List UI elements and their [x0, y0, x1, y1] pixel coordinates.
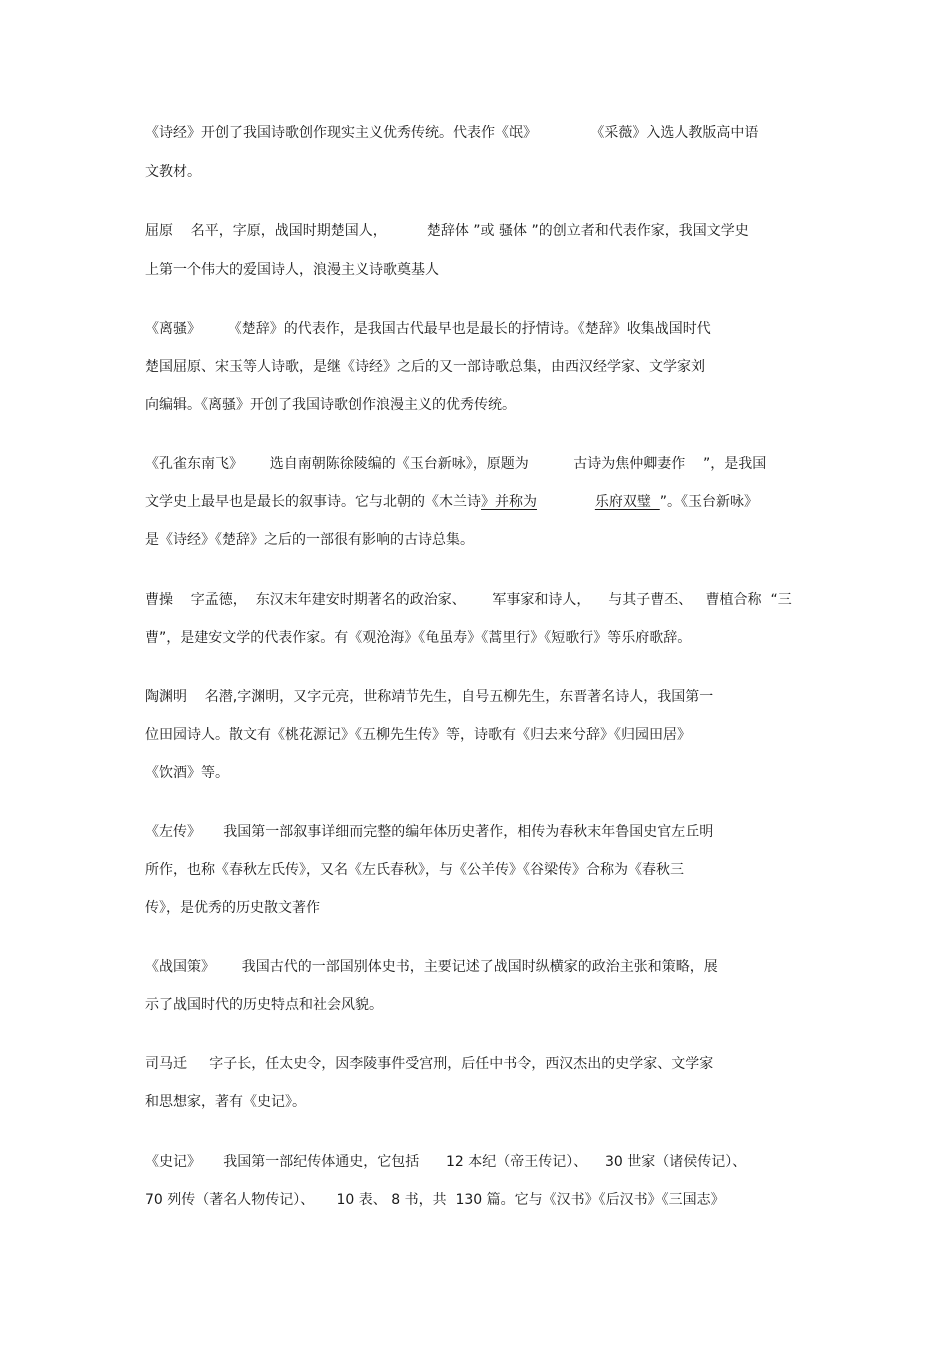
underlined-text: 乐府双璧 [594, 494, 660, 510]
text-line: 楚国屈原、宋玉等人诗歌，是继《诗经》之后的又一部诗歌总集，由西汉经学家、文学家刘 [145, 359, 705, 375]
text-line: 所作，也称《春秋左氏传》，又名《左氏春秋》，与《公羊传》《谷梁传》合称为《春秋三 [145, 862, 684, 878]
text-line: 上第一个伟大的爱国诗人，浪漫主义诗歌奠基人 [145, 262, 439, 278]
text-line: 《史记》 我国第一部纪传体通史，它包括 12 本纪（帝王传记）、 30 世家（诸侯传记）、 [145, 1154, 747, 1170]
text-line: 和思想家，著有《史记》。 [145, 1094, 306, 1110]
text-line: 70 列传（著名人物传记）、 10 表、 8 书，共 130 篇。它与《汉书》《后汉书》《三国志》 [145, 1192, 725, 1208]
text-line: 文教材。 [145, 164, 201, 180]
text-line: 位田园诗人。散文有《桃花源记》《五柳先生传》等，诗歌有《归去来兮辞》《归园田居》 [145, 727, 691, 743]
text-line: 《诗经》开创了我国诗歌创作现实主义优秀传统。代表作《氓》 《采薇》入选人教版高中语 [145, 125, 759, 141]
text-line: 《离骚》 《楚辞》的代表作，是我国古代最早也是最长的抒情诗。《楚辞》收集战国时代 [145, 321, 711, 337]
text-line: 司马迁 字子长，任太史令，因李陵事件受宫刑，后任中书令，西汉杰出的史学家、文学家 [145, 1056, 714, 1072]
text-line: 《战国策》 我国古代的一部国别体史书，主要记述了战国时纵横家的政治主张和策略，展 [145, 959, 718, 975]
text-line: 《饮酒》等。 [145, 765, 229, 781]
text-line: 示了战国时代的历史特点和社会风貌。 [145, 997, 383, 1013]
text-line: 《左传》 我国第一部叙事详细而完整的编年体历史著作，相传为春秋末年鲁国史官左丘明 [145, 824, 714, 840]
text-line: 是《诗经》《楚辞》之后的一部很有影响的古诗总集。 [145, 532, 474, 548]
text-segment [537, 494, 595, 510]
text-line [145, 493, 758, 511]
text-line: 屈原 名平，字原，战国时期楚国人， 楚辞体 ”或 骚体 ”的创立者和代表作家，我国文学史 [145, 223, 749, 239]
text-segment: 文学史上最早也是最长的叙事诗。它与北朝的《木兰诗 [145, 494, 481, 510]
text-line: 传》，是优秀的历史散文著作 [145, 900, 320, 916]
text-line: 曹操 字孟德， 东汉末年建安时期著名的政治家、 军事家和诗人， 与其子曹丕、 曹植合称 “三 [145, 592, 792, 608]
text-line: 曹”，是建安文学的代表作家。有《观沧海》《龟虽寿》《蒿里行》《短歌行》等乐府歌辞。 [145, 630, 692, 646]
text-line: 向编辑。《离骚》开创了我国诗歌创作浪漫主义的优秀传统。 [145, 397, 516, 413]
text-line: 陶渊明 名潜,字渊明，又字元亮，世称靖节先生，自号五柳先生，东晋著名诗人，我国第一 [145, 689, 714, 705]
text-segment: ”。《玉台新咏》 [659, 494, 759, 510]
underlined-text: 》并称为 [481, 494, 537, 510]
text-line: 《孔雀东南飞》 选自南朝陈徐陵编的《玉台新咏》，原题为 古诗为焦仲卿妻作 ”，是我国 [145, 456, 767, 472]
